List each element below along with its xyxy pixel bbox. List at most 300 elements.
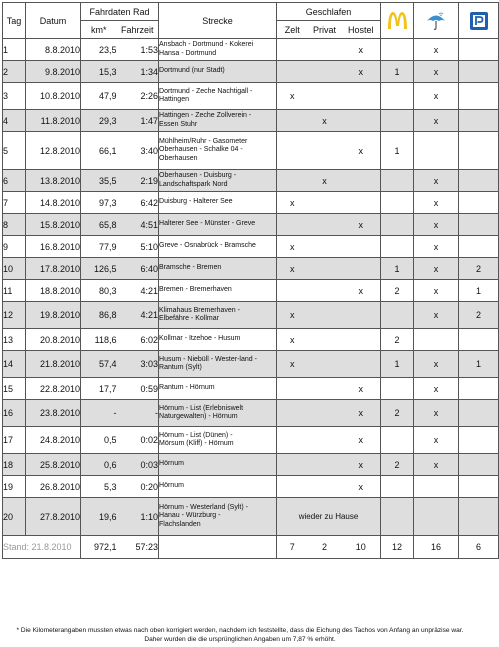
strecke-line: Hattingen - Zeche Zollverein - [159, 112, 252, 119]
cell-km: 57,4 [81, 351, 117, 378]
cell-mcdonalds: 1 [381, 258, 414, 280]
cell-mcdonalds [381, 83, 414, 110]
header-tag: Tag [3, 3, 26, 39]
cell-tag: 3 [3, 83, 26, 110]
cell-privat [308, 214, 342, 236]
header-datum: Datum [26, 3, 81, 39]
cell-hostel: x [342, 61, 381, 83]
cell-hostel: x [342, 378, 381, 400]
cell-km: 5,3 [81, 476, 117, 498]
cell-hostel: x [342, 132, 381, 170]
cell-tag: 8 [3, 214, 26, 236]
cell-parking [459, 192, 499, 214]
cell-km: 0,5 [81, 427, 117, 454]
cell-parking [459, 236, 499, 258]
strecke-line: Bremen - Bremerhaven [159, 286, 232, 294]
cell-hostel: x [342, 214, 381, 236]
table-row [3, 39, 499, 61]
cell-zeit: 1:53 [117, 39, 159, 61]
cell-wifi [414, 329, 459, 351]
cell-zeit: 0:59 [117, 378, 159, 400]
mcdonalds-icon [387, 11, 408, 30]
table-row [3, 454, 499, 476]
cell-hostel [342, 258, 381, 280]
cell-strecke [159, 302, 277, 329]
cell-wifi: x [414, 427, 459, 454]
cell-strecke [159, 400, 277, 427]
cell-wifi: x [414, 302, 459, 329]
strecke-line: Rantum - Hörnum [159, 384, 215, 392]
cell-strecke [159, 61, 277, 83]
cell-mcdonalds [381, 302, 414, 329]
cell-mcdonalds: 2 [381, 454, 414, 476]
cell-wifi: x [414, 280, 459, 302]
cell-mcdonalds [381, 214, 414, 236]
cell-privat: x [308, 110, 342, 132]
summary-privat: 2 [308, 536, 342, 559]
cell-hostel [342, 192, 381, 214]
summary-hostel: 10 [342, 536, 381, 559]
cell-zelt [277, 400, 308, 427]
cell-tag: 7 [3, 192, 26, 214]
cell-parking [459, 132, 499, 170]
strecke-line: Hattingen [159, 96, 189, 103]
strecke-line: Hansa - Dortmund [159, 49, 217, 57]
cell-wifi: x [414, 454, 459, 476]
cell-zeit: 0:20 [117, 476, 159, 498]
summary-km: 972,1 [81, 536, 117, 559]
cell-datum: 16.8.2010 [26, 236, 81, 258]
cell-wifi: x [414, 400, 459, 427]
cell-hostel [342, 351, 381, 378]
strecke-line: Dortmund (nur Stadt) [159, 67, 225, 75]
cell-wifi: x [414, 170, 459, 192]
cell-zelt [277, 61, 308, 83]
summary-wifi: 16 [414, 536, 459, 559]
cell-privat [308, 192, 342, 214]
cell-zeit: 4:51 [117, 214, 159, 236]
cell-strecke [159, 39, 277, 61]
cell-tag: 13 [3, 329, 26, 351]
cell-tag: 12 [3, 302, 26, 329]
cell-mcdonalds: 2 [381, 400, 414, 427]
header-hostel: Hostel [342, 21, 381, 39]
header-km: km* [81, 21, 117, 39]
cell-datum: 9.8.2010 [26, 61, 81, 83]
strecke-line: Landschaftspark Nord [159, 180, 228, 188]
strecke-line: Halterer See - Münster - Greve [159, 220, 256, 228]
cell-privat [308, 132, 342, 170]
cell-hostel [342, 110, 381, 132]
cell-tag: 11 [3, 280, 26, 302]
cell-tag: 5 [3, 132, 26, 170]
cell-strecke [159, 476, 277, 498]
cell-zelt [277, 170, 308, 192]
table-row [3, 214, 499, 236]
footnote: * Die Kilometerangaben mussten etwas nach oben korrigiert werden, nachdem ich feststellte, dass die Eichung des Tachos von Anfang an unpräzise war. Daher wurden die die ursprünglichen Angaben um 7,87 % erhöht. [16, 627, 464, 643]
cell-privat: x [308, 170, 342, 192]
table-row [3, 400, 499, 427]
cell-parking [459, 61, 499, 83]
cell-hostel [342, 302, 381, 329]
cell-zeit: 1:34 [117, 61, 159, 83]
strecke-line: Rantum (Sylt) [159, 364, 202, 371]
strecke-line: Hörnum - Westerland (Sylt) - [159, 503, 248, 511]
cell-zeit: 0:03 [117, 454, 159, 476]
cell-hostel: x [342, 400, 381, 427]
cell-mcdonalds [381, 378, 414, 400]
cell-datum: 10.8.2010 [26, 83, 81, 110]
cell-zelt: x [277, 258, 308, 280]
cell-mcdonalds: 2 [381, 329, 414, 351]
table-row [3, 132, 499, 170]
strecke-line: Oberhausen - Duisburg - [159, 172, 237, 179]
strecke-line: Hörnum - List (Dünen) - [159, 431, 233, 439]
cell-privat [308, 427, 342, 454]
cell-datum: 20.8.2010 [26, 329, 81, 351]
cell-privat [308, 236, 342, 258]
cell-zelt [277, 378, 308, 400]
table-row [3, 192, 499, 214]
header-parking [459, 3, 499, 39]
cell-tag: 2 [3, 61, 26, 83]
bike-tour-table [2, 2, 499, 559]
cell-datum: 23.8.2010 [26, 400, 81, 427]
cell-km: 80,3 [81, 280, 117, 302]
cell-datum: 26.8.2010 [26, 476, 81, 498]
cell-strecke [159, 192, 277, 214]
cell-zelt [277, 280, 308, 302]
cell-tag: 4 [3, 110, 26, 132]
cell-zeit: 6:02 [117, 329, 159, 351]
cell-km: 65,8 [81, 214, 117, 236]
table-row [3, 170, 499, 192]
cell-zeit: - [117, 400, 159, 427]
header-zelt: Zelt [277, 21, 308, 39]
header-privat: Privat [308, 21, 342, 39]
cell-privat [308, 476, 342, 498]
cell-datum: 13.8.2010 [26, 170, 81, 192]
cell-strecke [159, 280, 277, 302]
cell-datum: 8.8.2010 [26, 39, 81, 61]
cell-parking: 1 [459, 351, 499, 378]
cell-hostel: x [342, 476, 381, 498]
cell-wifi: x [414, 351, 459, 378]
table-row [3, 258, 499, 280]
cell-datum: 22.8.2010 [26, 378, 81, 400]
table-row [3, 302, 499, 329]
cell-zeit: 2:26 [117, 83, 159, 110]
cell-wifi: x [414, 61, 459, 83]
strecke-line: Hörnum - List (Erlebniswelt [159, 404, 244, 412]
cell-zeit: 4:21 [117, 280, 159, 302]
header-wifi [414, 3, 459, 39]
cell-km: 47,9 [81, 83, 117, 110]
cell-mcdonalds [381, 170, 414, 192]
table-row [3, 236, 499, 258]
summary-parking: 6 [459, 536, 499, 559]
cell-wifi: x [414, 214, 459, 236]
cell-zeit: 6:42 [117, 192, 159, 214]
table-row [3, 110, 499, 132]
cell-tag: 20 [3, 498, 26, 536]
strecke-line: Elbefähre - Kollmar [159, 315, 219, 322]
cell-parking [459, 214, 499, 236]
table-row [3, 61, 499, 83]
cell-hostel: x [342, 280, 381, 302]
cell-mcdonalds [381, 476, 414, 498]
cell-strecke [159, 427, 277, 454]
cell-tag: 19 [3, 476, 26, 498]
header-row-top [3, 3, 499, 21]
cell-datum: 17.8.2010 [26, 258, 81, 280]
strecke-line: Ansbach - Dortmund - Kokerei [159, 41, 254, 48]
table-row [3, 476, 499, 498]
cell-strecke [159, 329, 277, 351]
cell-parking [459, 400, 499, 427]
cell-strecke [159, 351, 277, 378]
header-fahrdaten: Fahrdaten Rad [81, 3, 159, 21]
cell-zeit: 1:10 [117, 498, 159, 536]
cell-wifi: x [414, 236, 459, 258]
cell-wifi: x [414, 192, 459, 214]
cell-parking: 2 [459, 302, 499, 329]
cell-km: 29,3 [81, 110, 117, 132]
cell-parking [459, 110, 499, 132]
strecke-line: Husum - Niebüll - Wester-land - [159, 355, 257, 363]
cell-zeit: 3:03 [117, 351, 159, 378]
cell-mcdonalds: 1 [381, 132, 414, 170]
summary-stand: Stand: 21.8.2010 [3, 536, 81, 559]
cell-zelt [277, 427, 308, 454]
cell-zelt: x [277, 351, 308, 378]
strecke-line: Greve - Osnabrück - Bramsche [159, 242, 256, 250]
strecke-line: Dortmund - Zeche Nachtigall - [159, 87, 253, 95]
cell-wifi: x [414, 39, 459, 61]
cell-wifi [414, 132, 459, 170]
summary-zeit: 57:23 [117, 536, 159, 559]
strecke-line: Naturgewalten) - Hörnum [159, 413, 238, 420]
cell-hostel: x [342, 454, 381, 476]
cell-km: 23,5 [81, 39, 117, 61]
cell-tag: 10 [3, 258, 26, 280]
cell-wifi: x [414, 83, 459, 110]
cell-tag: 17 [3, 427, 26, 454]
cell-hostel: x [342, 427, 381, 454]
cell-privat [308, 258, 342, 280]
cell-strecke [159, 83, 277, 110]
cell-km: 0,6 [81, 454, 117, 476]
cell-km: 126,5 [81, 258, 117, 280]
cell-zelt: x [277, 83, 308, 110]
cell-strecke [159, 378, 277, 400]
table-row [3, 83, 499, 110]
cell-privat [308, 329, 342, 351]
cell-tag: 15 [3, 378, 26, 400]
cell-zeit: 3:40 [117, 132, 159, 170]
cell-wifi [414, 498, 459, 536]
cell-privat [308, 454, 342, 476]
strecke-line: Hörnum [159, 482, 184, 490]
cell-parking [459, 329, 499, 351]
strecke-line: Hörnum [159, 460, 184, 468]
cell-parking: 1 [459, 280, 499, 302]
strecke-line: Kollmar - Itzehoe - Husum [159, 335, 241, 343]
cell-zelt [277, 454, 308, 476]
cell-privat [308, 302, 342, 329]
cell-parking [459, 39, 499, 61]
cell-zeit: 0:02 [117, 427, 159, 454]
cell-strecke [159, 258, 277, 280]
cell-tag: 16 [3, 400, 26, 427]
cell-wifi: x [414, 110, 459, 132]
cell-zelt: x [277, 236, 308, 258]
cell-mcdonalds [381, 192, 414, 214]
cell-wifi [414, 476, 459, 498]
cell-wifi: x [414, 378, 459, 400]
cell-datum: 21.8.2010 [26, 351, 81, 378]
table-row [3, 351, 499, 378]
wifi-umbrella-icon [425, 11, 447, 31]
cell-tag: 9 [3, 236, 26, 258]
cell-hostel [342, 329, 381, 351]
cell-strecke [159, 170, 277, 192]
cell-parking [459, 170, 499, 192]
cell-datum: 25.8.2010 [26, 454, 81, 476]
cell-zelt [277, 110, 308, 132]
cell-datum: 27.8.2010 [26, 498, 81, 536]
cell-sleep-merged: wieder zu Hause [277, 498, 381, 536]
cell-zeit: 4:21 [117, 302, 159, 329]
cell-parking [459, 498, 499, 536]
cell-zelt: x [277, 329, 308, 351]
cell-mcdonalds [381, 236, 414, 258]
cell-parking [459, 378, 499, 400]
cell-mcdonalds [381, 427, 414, 454]
parking-sign-icon [469, 11, 489, 31]
cell-tag: 6 [3, 170, 26, 192]
strecke-line: Essen Stuhr [159, 120, 198, 128]
cell-zelt [277, 476, 308, 498]
table-row [3, 498, 499, 536]
cell-strecke [159, 132, 277, 170]
summary-strecke [159, 536, 277, 559]
cell-privat [308, 280, 342, 302]
cell-datum: 15.8.2010 [26, 214, 81, 236]
cell-strecke [159, 110, 277, 132]
strecke-line: Oberhausen - Schalke 04 - [159, 146, 243, 154]
cell-privat [308, 61, 342, 83]
strecke-line: Klimahaus Bremerhaven - [159, 306, 240, 314]
cell-parking: 2 [459, 258, 499, 280]
cell-mcdonalds: 1 [381, 61, 414, 83]
strecke-line: Oberhausen [159, 154, 198, 162]
strecke-line: Bramsche - Bremen [159, 264, 222, 272]
header-geschlafen: Geschlafen [277, 3, 381, 21]
strecke-line: Flachslanden [159, 520, 201, 528]
cell-zeit: 6:40 [117, 258, 159, 280]
cell-privat [308, 351, 342, 378]
cell-parking [459, 454, 499, 476]
table-row [3, 427, 499, 454]
cell-hostel [342, 83, 381, 110]
cell-parking [459, 83, 499, 110]
summary-row [3, 536, 499, 559]
strecke-line: Hanau - Würzburg - [159, 512, 221, 520]
cell-zelt [277, 132, 308, 170]
cell-parking [459, 476, 499, 498]
header-fahrzeit: Fahrzeit [117, 21, 159, 39]
cell-datum: 14.8.2010 [26, 192, 81, 214]
cell-km: 118,6 [81, 329, 117, 351]
cell-km: 66,1 [81, 132, 117, 170]
cell-strecke [159, 214, 277, 236]
cell-zeit: 1:47 [117, 110, 159, 132]
cell-datum: 24.8.2010 [26, 427, 81, 454]
table-row [3, 329, 499, 351]
cell-km: 19,6 [81, 498, 117, 536]
cell-km: 15,3 [81, 61, 117, 83]
cell-tag: 14 [3, 351, 26, 378]
cell-mcdonalds [381, 39, 414, 61]
cell-km: 35,5 [81, 170, 117, 192]
summary-mcdonalds: 12 [381, 536, 414, 559]
header-strecke: Strecke [159, 3, 277, 39]
cell-km: 77,9 [81, 236, 117, 258]
cell-km: - [81, 400, 117, 427]
strecke-line: Mörsum (Kliff) - Hörnum [159, 440, 234, 447]
cell-parking [459, 427, 499, 454]
cell-datum: 11.8.2010 [26, 110, 81, 132]
cell-mcdonalds [381, 110, 414, 132]
cell-hostel: x [342, 39, 381, 61]
cell-hostel [342, 170, 381, 192]
header-mcdonalds [381, 3, 414, 39]
table-row [3, 280, 499, 302]
cell-zelt: x [277, 302, 308, 329]
cell-km: 17,7 [81, 378, 117, 400]
cell-datum: 12.8.2010 [26, 132, 81, 170]
cell-hostel [342, 236, 381, 258]
cell-zelt [277, 214, 308, 236]
cell-zelt [277, 39, 308, 61]
strecke-line: Duisburg - Halterer See [159, 198, 233, 206]
cell-wifi: x [414, 258, 459, 280]
cell-km: 97,3 [81, 192, 117, 214]
cell-zeit: 5:10 [117, 236, 159, 258]
cell-tag: 18 [3, 454, 26, 476]
table-row [3, 378, 499, 400]
cell-zelt: x [277, 192, 308, 214]
summary-zelt: 7 [277, 536, 308, 559]
cell-datum: 18.8.2010 [26, 280, 81, 302]
cell-privat [308, 83, 342, 110]
cell-privat [308, 39, 342, 61]
cell-zeit: 2:19 [117, 170, 159, 192]
cell-tag: 1 [3, 39, 26, 61]
cell-strecke [159, 498, 277, 536]
cell-privat [308, 400, 342, 427]
cell-km: 86,8 [81, 302, 117, 329]
strecke-line: Mühlheim/Ruhr - Gasometer [159, 137, 248, 145]
cell-datum: 19.8.2010 [26, 302, 81, 329]
cell-strecke [159, 454, 277, 476]
cell-privat [308, 378, 342, 400]
cell-strecke [159, 236, 277, 258]
cell-mcdonalds [381, 498, 414, 536]
cell-mcdonalds: 1 [381, 351, 414, 378]
cell-mcdonalds: 2 [381, 280, 414, 302]
